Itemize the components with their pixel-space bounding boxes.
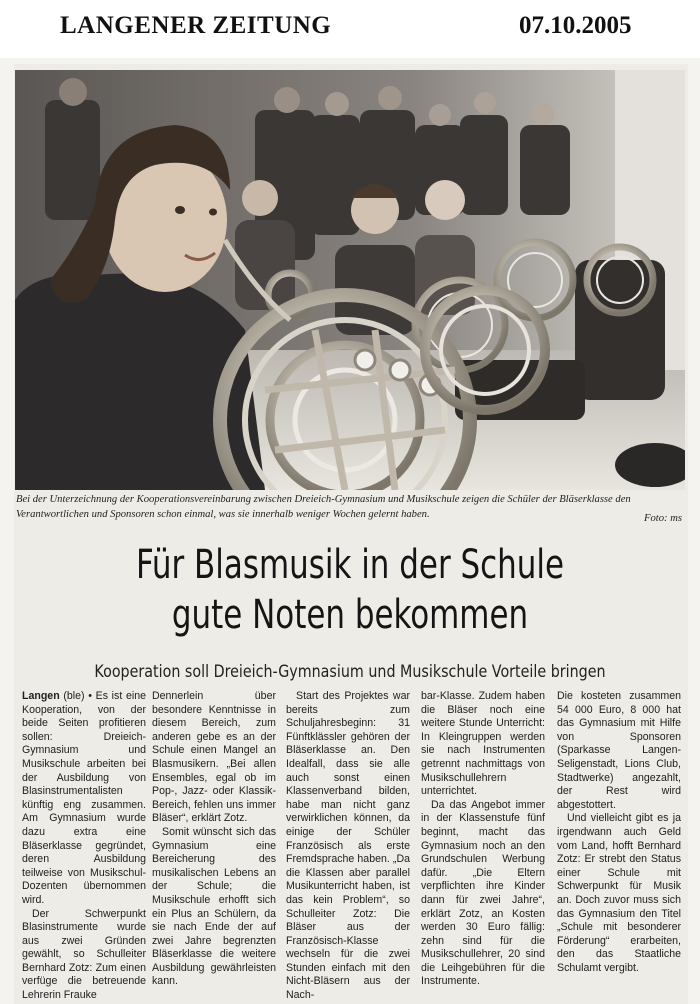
article-column-4 [421,690,545,1004]
article-column-2 [152,690,276,1004]
article-column-1 [22,690,146,1004]
masthead [0,0,700,58]
photo-illustration [15,70,685,490]
issue-date: 07.10.2005 [519,12,632,39]
author-tag: (ble) • [63,690,92,702]
paragraph: bar-Klasse. Zudem haben die Bläser noch eine weitere Stunde Unterricht: In Kleingruppen werden sie nach Instrumenten getrennt nachmittags von Musikschullehrern unterrichtet. [421,690,545,798]
paragraph: Somit wünscht sich das Gymnasium eine Bereicherung des musikalischen Lebens an der Schule; die Musikschule erhofft sich ein Plus an Schülern, da sie nach Ende der auf zwei Jahre begrenzten Bläserklasse die weitere Ausbildung gewährleisten kann. [152,825,276,988]
photo-caption [16,492,684,526]
paragraph: Start des Projektes war bereits zum Schuljahresbeginn: 31 Fünftklässler gehören der Bläserklasse an. Den Idealfall, dass sie alle auch sonst einen Klassenverband bilden, habe man nicht ganz verwirklichen können, da einige der Schüler Französisch als erste Fremdsprache haben. „Da die Klassen aber parallel Musikunterricht haben, ist das kein Problem“, so Schulleiter Zotz: Die Bläser aus der Französisch-Klasse wechseln für die zwei Stunden einfach mit den Nicht-Bläsern aus der Nach- [286,690,410,1002]
paragraph-text: Es ist eine Kooperation, von der beide Seiten profitieren sollen: Dreieich-Gymnasium und Musikschule arbeiten bei der Ausbildung von Blasinstrumentalisten künftig eng zusammen. Am Gymnasium wurde dazu extra eine Bläserklasse gegründet, deren Ausbildung teilweise von Musikschul-Dozenten übernommen wird. [22,690,146,906]
caption-text: Bei der Unterzeichnung der Kooperationsvereinbarung zwischen Dreieich-Gymnasium und Musikschule zeigen die Schüler der Bläserklasse den Verantwortlichen und Sponsoren schon einmal, was sie innerhalb weniger Wochen gelernt haben. [16,494,631,520]
newspaper-name: LANGENER ZEITUNG [60,12,332,39]
paragraph [22,690,146,908]
article-photo [15,70,685,490]
article-column-3 [286,690,410,1004]
paragraph: Da das Angebot immer in der Klassenstufe fünf beginnt, macht das Gymnasium noch an den Grundschulen Werbung dafür. „Die Eltern verpflichten ihre Kinder dann für zwei Jahre“, erklärt Zotz, an Kosten werden 30 Euro fällig: zehn sind für die Musikschullehrer, 20 sind die Leihgebühren für die Instrumente. [421,798,545,988]
paragraph: Der Schwerpunkt Blasinstrumente wurde aus zwei Gründen gewählt, so Schulleiter Bernhard Zotz: Zum einen verfüge die betreuende Lehrerin Frauke [22,907,146,1002]
article-body [22,690,682,1004]
headline-line-1: Für Blasmusik in der Schule [135,542,565,588]
headline-line-2: gute Noten bekommen [171,592,529,638]
paragraph: Die kosteten zusammen 54 000 Euro, 8 000 hat das Gymnasium mit Hilfe von Sponsoren (Sparkasse Langen-Seligenstadt, Lions Club, Stadtwerke) angezahlt, der Rest wird abgestottert. [557,690,681,811]
paragraph: Und vielleicht gibt es ja irgendwann auch Geld vom Land, hofft Bernhard Zotz: Er strebt den Status einer Schule mit Schwerpunkt für Musik an. Doch zuvor muss sich das Gymnasium den Titel „Schule mit besonderer Förderung“ erarbeiten, den das Staatliche Schulamt vergibt. [557,812,681,974]
photo-credit: Foto: ms [644,513,682,524]
paragraph: Dennerlein über besondere Kenntnisse in diesem Bereich, zum anderen gebe es an der Schule einen Mangel an Blasmusikern. „Bei allen Ensembles, egal ob im Pop-, Jazz- oder Klassik-Bereich, fehlen uns immer Bläser“, erklärt Zotz. [152,690,276,825]
dateline: Langen [22,690,60,702]
article-subheadline: Kooperation soll Dreieich-Gymnasium und Musikschule Vorteile bringen [94,662,606,682]
article-headline [64,540,635,640]
article-column-5 [557,690,681,1004]
